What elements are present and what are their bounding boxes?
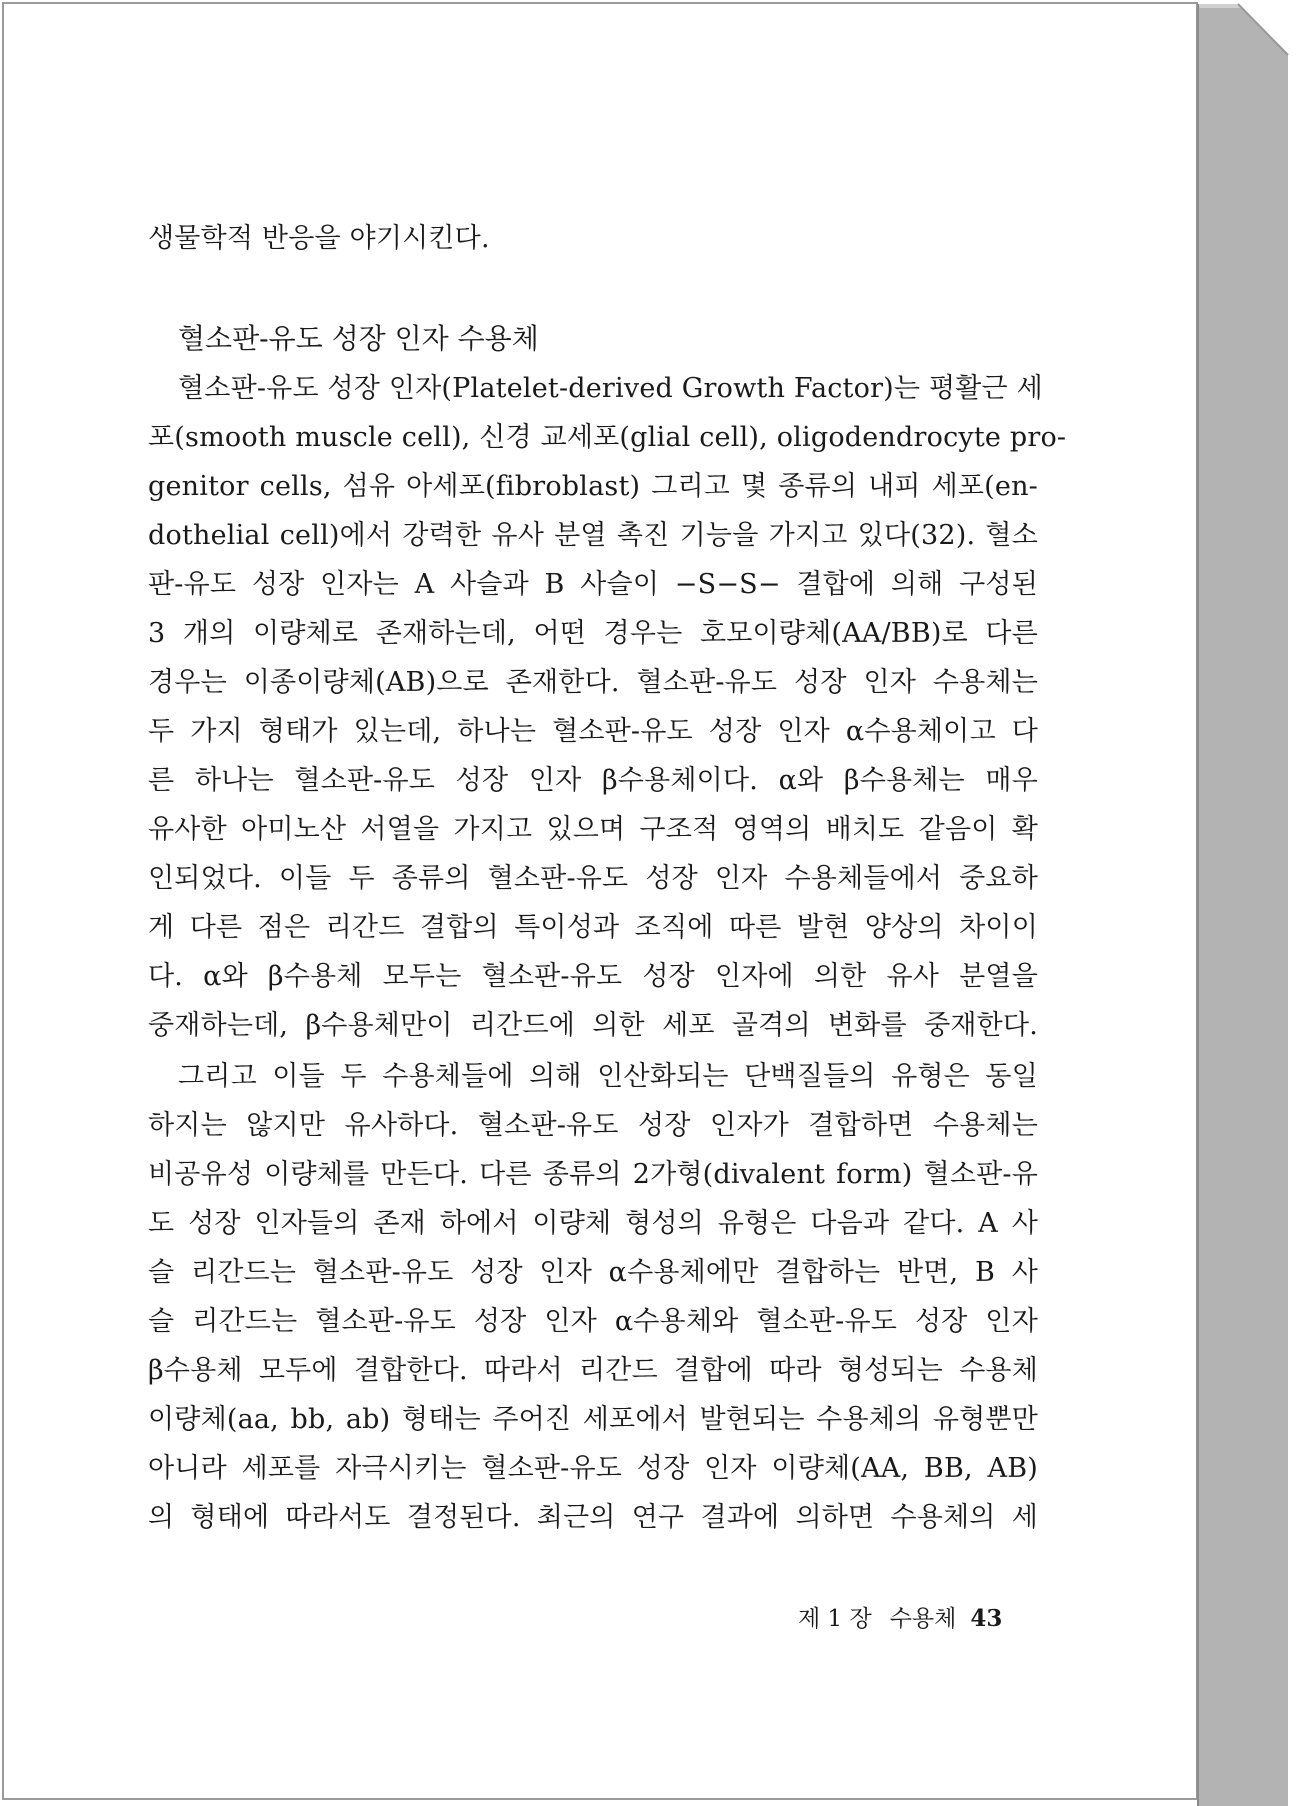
text-line: 도 성장 인자들의 존재 하에서 이량체 형성의 유형은 다음과 같다. A 사 bbox=[148, 1208, 1038, 1239]
text-line: 중재하는데, β수용체만이 리간드에 의한 세포 골격의 변화를 중재한다. bbox=[148, 1010, 1038, 1041]
footer-chapter: 제 1 장 bbox=[798, 1606, 872, 1632]
text-line: 두 가지 형태가 있는데, 하나는 혈소판-유도 성장 인자 α수용체이고 다 bbox=[148, 716, 1038, 747]
text-line: 포(smooth muscle cell), 신경 교세포(glial cell), oligodendrocyte pro- bbox=[148, 422, 1067, 453]
text-line: 인되었다. 이들 두 종류의 혈소판-유도 성장 인자 수용체들에서 중요하 bbox=[148, 863, 1038, 894]
text-line: genitor cells, 섬유 아세포(fibroblast) 그리고 몇 종류의 내피 세포(en- bbox=[148, 471, 1038, 502]
text-line: 른 하나는 혈소판-유도 성장 인자 β수용체이다. α와 β수용체는 매우 bbox=[148, 765, 1038, 796]
text-line: 다. α와 β수용체 모두는 혈소판-유도 성장 인자에 의한 유사 분열을 bbox=[148, 961, 1038, 992]
text-line: 하지는 않지만 유사하다. 혈소판-유도 성장 인자가 결합하면 수용체는 bbox=[148, 1110, 1038, 1141]
text-line: β수용체 모두에 결합한다. 따라서 리간드 결합에 따라 형성되는 수용체 bbox=[148, 1355, 1038, 1386]
page-number: 43 bbox=[970, 1605, 1003, 1632]
intro-line: 생물학적 반응을 야기시킨다. bbox=[148, 223, 490, 254]
text-line: 슬 리간드는 혈소판-유도 성장 인자 α수용체와 혈소판-유도 성장 인자 bbox=[148, 1306, 1038, 1337]
text-line: 혈소판-유도 성장 인자(Platelet-derived Growth Factor)는 평활근 세 bbox=[178, 373, 1043, 404]
text-line: 3 개의 이량체로 존재하는데, 어떤 경우는 호모이량체(AA/BB)로 다른 bbox=[148, 618, 1038, 649]
text-line: 이량체(aa, bb, ab) 형태는 주어진 세포에서 발현되는 수용체의 유형뿐만 bbox=[148, 1404, 1038, 1435]
text-line: 그리고 이들 두 수용체들에 의해 인산화되는 단백질들의 유형은 동일 bbox=[178, 1061, 1038, 1092]
text-line: 슬 리간드는 혈소판-유도 성장 인자 α수용체에만 결합하는 반면, B 사 bbox=[148, 1257, 1038, 1288]
footer-title: 수용체 bbox=[889, 1606, 957, 1632]
text-line: 아니라 세포를 자극시키는 혈소판-유도 성장 인자 이량체(AA, BB, AB) bbox=[148, 1453, 1038, 1484]
text-line: 유사한 아미노산 서열을 가지고 있으며 구조적 영역의 배치도 같음이 확 bbox=[148, 814, 1038, 845]
text-line: 의 형태에 따라서도 결정된다. 최근의 연구 결과에 의하면 수용체의 세 bbox=[148, 1502, 1038, 1533]
text-line: dothelial cell)에서 강력한 유사 분열 촉진 기능을 가지고 있다(32). 혈소 bbox=[148, 520, 1038, 551]
page-footer bbox=[798, 1604, 1002, 1634]
text-line: 게 다른 점은 리간드 결합의 특이성과 조직에 따른 발현 양상의 차이이 bbox=[148, 912, 1038, 943]
text-line: 경우는 이종이량체(AB)으로 존재한다. 혈소판-유도 성장 인자 수용체는 bbox=[148, 667, 1038, 698]
text-line: 판-유도 성장 인자는 A 사슬과 B 사슬이 −S−S− 결합에 의해 구성된 bbox=[148, 569, 1038, 600]
text-line: 비공유성 이량체를 만든다. 다른 종류의 2가형(divalent form) 혈소판-유 bbox=[148, 1159, 1038, 1190]
section-heading: 혈소판-유도 성장 인자 수용체 bbox=[178, 322, 539, 355]
